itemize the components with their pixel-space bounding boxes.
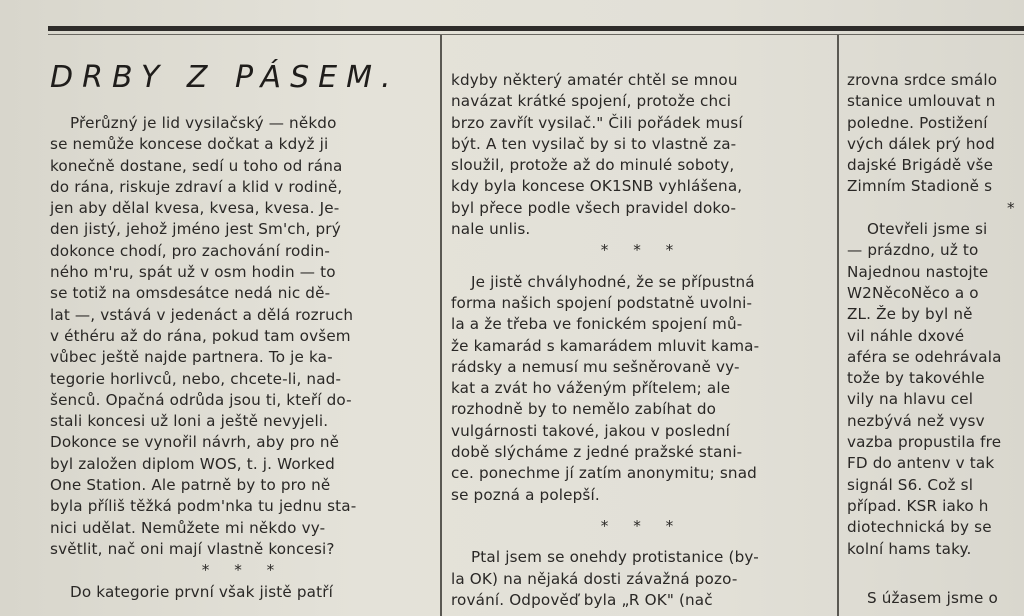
section-separator: * * * xyxy=(600,241,684,260)
paragraph: Je jistě chvályhodné, že se přípustná forma našich spojení podstatně uvolni- la a že třeba ve fonickém spojení mů- že kamarád s kamarádem mluvit kama- rádsky a nemusí mu sešněrovaně vy- kat a zvát ho váženým přítelem; ale rozhodně by to nemělo zabíhat do vulgárnosti takové, jakou v poslední době slýcháme z jedné pražské stani- ce. ponechme jí zatím anonymitu; snad se pozná a polepší. xyxy=(451,272,760,504)
column-2 xyxy=(451,70,833,611)
column-divider xyxy=(837,35,839,616)
column-divider xyxy=(440,35,442,616)
top-rule xyxy=(48,26,1024,31)
paragraph: zrovna srdce smálo stanice umlouvat n poledne. Postižení vých dálek prý hod dajské Brigádě vše Zimním Stadioně s xyxy=(847,71,998,196)
paragraph: Do kategorie první však jistě patří xyxy=(70,582,333,601)
top-rule-thin xyxy=(48,34,1024,35)
paragraph: kdyby některý amatér chtěl se mnou navázat krátké spojení, protože chci brzo zavřít vysilač." Čili pořádek musí být. A ten vysilač by si to vlastně za- sloužil, protože až do minulé soboty, kdy byla koncese OK1SNB vyhlášena, byl přece podle všech pravidel doko- nale unlis. xyxy=(451,71,743,239)
paragraph: S úžasem jsme o xyxy=(867,588,998,607)
section-separator: * xyxy=(1007,198,1015,217)
paragraph: Přerůzný je lid vysilačský — někdo se nemůže koncese dočkat a když ji konečně dostane, sedí u toho od rána do rána, riskuje zdraví a klid v rodině, jen aby dělal kvesa, kvesa, kvesa. Je- den jistý, jehož jméno jest Sm'ch, prý dokonce chodí, pro zachování rodin- ného m'ru, spát už v osm hodin — to se totiž na omsdesátce nedá nic dě- lat —, vstává v jedenáct a dělá rozruch v éthéru až do rána, pokud tam ovšem vůbec ještě najde partnera. To je ka- tegorie horlivců, nebo, chcete-li, nad- šenců. Opačná odrůda jsou ti, kteří do- stali koncesi už loni a ještě nevyjeli. Dokonce se vynořil návrh, aby pro ně byl založen diplom WOS, t. j. Worked One Station. Ale patrně by to pro ně byla příliš těžká podm'nka tu jednu sta- nici udělat. Nemůžete mi někdo vy- světlit, nač oni mají vlastně koncesi? xyxy=(50,114,357,558)
column-1 xyxy=(50,113,436,603)
section-separator: * * * xyxy=(201,561,285,580)
article-heading: DRBY Z PÁSEM. xyxy=(50,60,400,95)
paragraph: Ptal jsem se onehdy protistanice (by- la OK) na nějaká dosti závažná pozo- rování. Odpověď byla „R OK" (nač xyxy=(451,548,759,609)
paragraph: Otevřeli jsme si — prázdno, už to Najednou nastojte W2NěcoNěco a o ZL. Že by byl ně vil náhle dxové aféra se odehrávala tože by takovéhle vily na hlavu cel nezbývá než vysv vazba propustila fre FD do antenv v tak signál S6. Což sl případ. KSR iako h diotechnická by se kolní hams taky. xyxy=(847,220,1002,558)
section-separator: * * * xyxy=(600,516,684,535)
column-3 xyxy=(847,70,1024,609)
